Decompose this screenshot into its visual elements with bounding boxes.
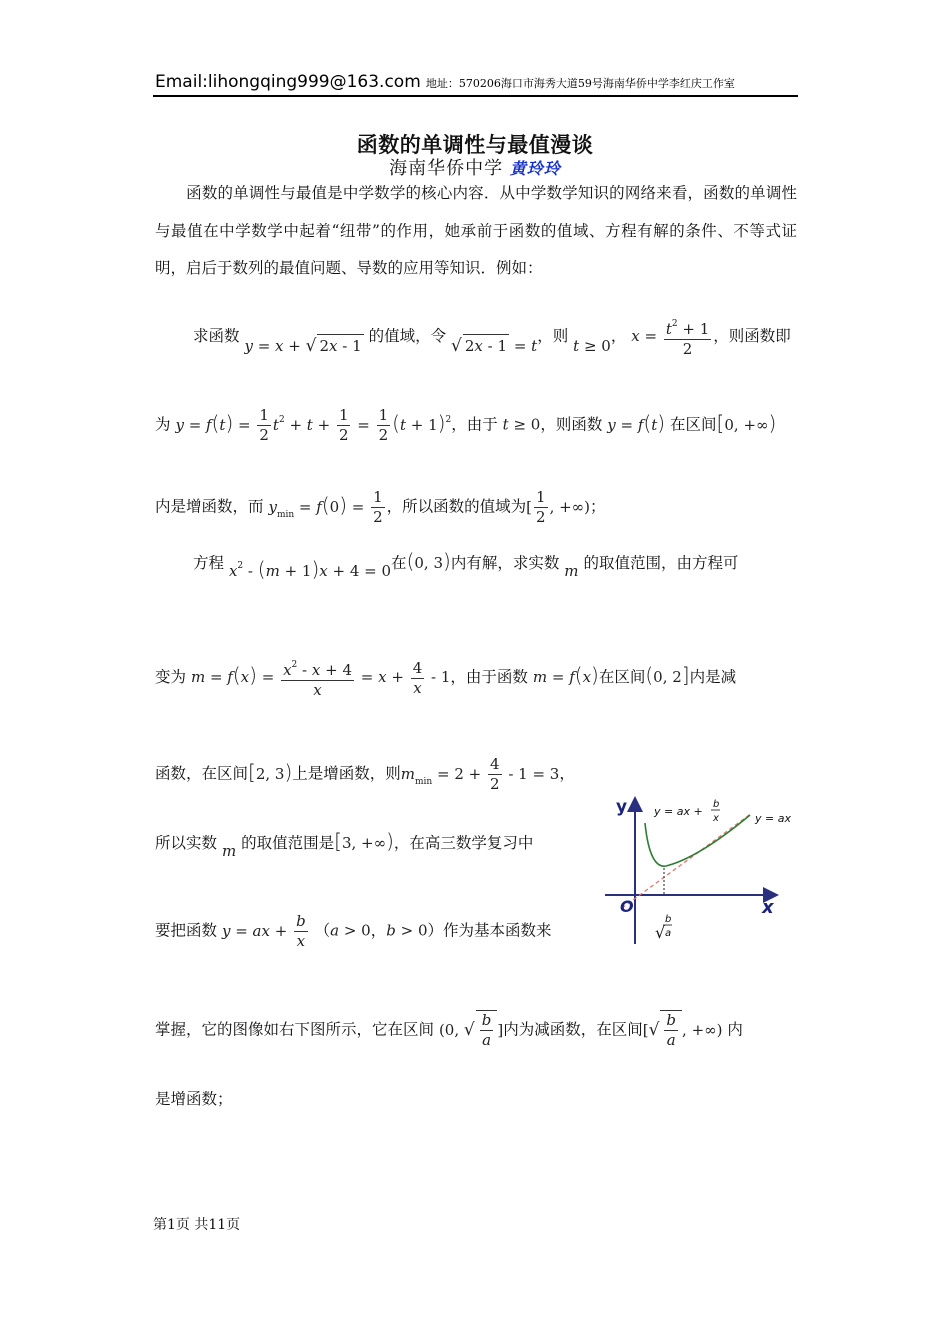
math-expr: [2, 3): [248, 759, 293, 784]
ex2-text: 在区间: [598, 668, 646, 686]
ex2-text: （: [314, 921, 331, 940]
math-expr: (0, √ $\frac{b}{a}$ ]: [438, 1011, 504, 1049]
ex2-text: ，: [370, 921, 387, 940]
origin-label: O: [620, 897, 634, 916]
ex1-line1: [193, 315, 791, 359]
ex2-text: 是增函数；: [155, 1090, 233, 1108]
math-expr: t ≥ 0: [502, 415, 541, 434]
math-expr: x = $\frac{t^2 + 1}{2}$: [631, 327, 713, 345]
page-footer: 第1页 共11页: [153, 1217, 241, 1233]
ex2-text: 变为: [155, 668, 187, 686]
ex2-text: 函数，在区间: [155, 764, 249, 783]
math-expr: (0, 3): [406, 549, 451, 573]
ex2-line4: [155, 830, 533, 863]
intro-paragraph: [155, 175, 797, 288]
ex1-text: 在区间: [670, 415, 717, 434]
ex2-text: 在: [391, 554, 407, 572]
intro-text: 函数的单调性与最值是中学数学的核心内容．从中学数学知识的网络来看，函数的单调性与最值在中学数学中起着“纽带”的作用，她承前于函数的值域、方程有解的条件、不等式证明，启后于数列的最值问题、导数的应用等知识．例如：: [155, 184, 797, 277]
root-sqrt-sign: √: [655, 923, 666, 942]
curve-label: y = ax +: [654, 805, 703, 818]
ex2-text: ，: [559, 764, 575, 783]
ex2-text: 要把函数: [155, 921, 218, 940]
math-expr: y = ax + $\frac{b}{x}$: [221, 912, 306, 950]
ex2-text: 的取值范围，由方程可: [583, 554, 739, 572]
math-expr: $m_{min} = 2$ + $\frac{4}{2}$ - 1 = 3: [400, 755, 560, 793]
math-expr: b > 0: [386, 921, 428, 940]
ex2-line6: [155, 1010, 743, 1050]
ex1-text: 内是增函数，而: [155, 497, 264, 516]
header-rule: [153, 95, 798, 97]
math-expr: (0, 2]: [645, 663, 690, 687]
header-address: 地址：570206海口市海秀大道59号海南华侨中学李红庆工作室: [425, 77, 735, 90]
math-expr: m = f(x): [532, 663, 599, 687]
author-name: 黄玲玲: [509, 159, 561, 178]
article-title: 函数的单调性与最值漫谈: [356, 133, 594, 157]
math-expr: m = f(x) = $\frac{x^2 - x + 4}{x}$ = x + $\frac{4}{x}$ - 1: [191, 668, 450, 686]
curve-frac-den: x: [713, 813, 719, 824]
curve-ax-plus-b-over-x: [645, 815, 750, 866]
math-expr: $x^2 - (m + 1)x + 4 = 0$: [228, 557, 392, 581]
ex2-line2: [155, 656, 736, 700]
x-axis-label: x: [762, 897, 774, 918]
math-expr: t ≥ 0: [573, 337, 611, 355]
ex2-text: 的取值范围是: [241, 834, 335, 852]
ex2-text: ，在高三数学复习中: [393, 834, 534, 852]
ex1-text: ，则: [537, 327, 569, 345]
math-expr: [ $\frac{1}{2}$ , +∞): [526, 488, 591, 526]
math-expr: y = f(t): [607, 410, 666, 435]
ex1-text: 求函数: [193, 327, 240, 345]
ex2-line1: [193, 550, 738, 583]
ex2-text: 内是减: [689, 668, 737, 686]
math-expr: m: [564, 562, 579, 580]
math-expr: √ 2x - 1 = t: [451, 336, 538, 356]
ex1-line3: [155, 488, 606, 527]
asymptote-line: [622, 813, 752, 908]
ex2-text: 内有解，求实数: [450, 554, 560, 572]
ex2-text: 上是增函数，则: [292, 764, 401, 783]
root-den: a: [665, 928, 672, 939]
math-expr: [√ $\frac{b}{a}$ , +∞): [642, 1011, 723, 1049]
math-expr: $y_{min} = f(0)$ = $\frac{1}{2}$: [268, 488, 383, 526]
ex2-text: 内为减函数，在区间: [503, 1020, 643, 1039]
math-expr: y = f(t) = $\frac{1}{2}$ $t^2 + t$ + $\frac{1}{2}$ = $\frac{1}{2}$ $(t + 1)^2$: [175, 406, 452, 444]
ex2-text: ，由于函数: [450, 668, 528, 686]
function-graph: [600, 788, 805, 948]
math-expr: y = x + √ 2x - 1: [244, 336, 362, 356]
line-label: y = ax: [755, 812, 791, 825]
ex1-text: ，则函数即: [713, 327, 791, 345]
ex2-text: ）作为基本函数来: [427, 921, 552, 940]
y-axis-label: y: [616, 797, 628, 817]
math-expr: m: [221, 842, 237, 860]
page-header: [155, 72, 797, 92]
ex2-line5: [155, 912, 552, 951]
ex1-text: 为: [155, 415, 171, 434]
ex2-line3: [155, 755, 575, 794]
ex2-text: 方程: [193, 554, 225, 572]
ex1-text: ，所以函数的值域为: [386, 497, 527, 516]
ex1-text: ；: [590, 497, 606, 516]
math-expr: a > 0: [330, 921, 371, 940]
header-email[interactable]: Email:lihongqing999@163.com: [155, 72, 421, 92]
author-school: 海南华侨中学: [389, 158, 504, 179]
ex2-text: 掌握，它的图像如右下图所示，它在区间: [155, 1020, 435, 1039]
ex1-line2: [155, 406, 776, 445]
ex1-text: ，由于: [451, 415, 498, 434]
root-num: b: [665, 914, 672, 925]
ex2-text: 内: [727, 1020, 743, 1039]
ex1-text: 的值域，令: [368, 327, 447, 345]
ex1-text: ，则函数: [540, 415, 603, 434]
curve-frac-num: b: [713, 799, 720, 810]
ex1-text: ，: [610, 327, 627, 345]
math-expr: [0, +∞): [716, 410, 777, 435]
math-expr: [3, +∞): [334, 829, 394, 853]
ex2-line7: [155, 1088, 233, 1111]
ex2-text: 所以实数: [155, 834, 218, 852]
